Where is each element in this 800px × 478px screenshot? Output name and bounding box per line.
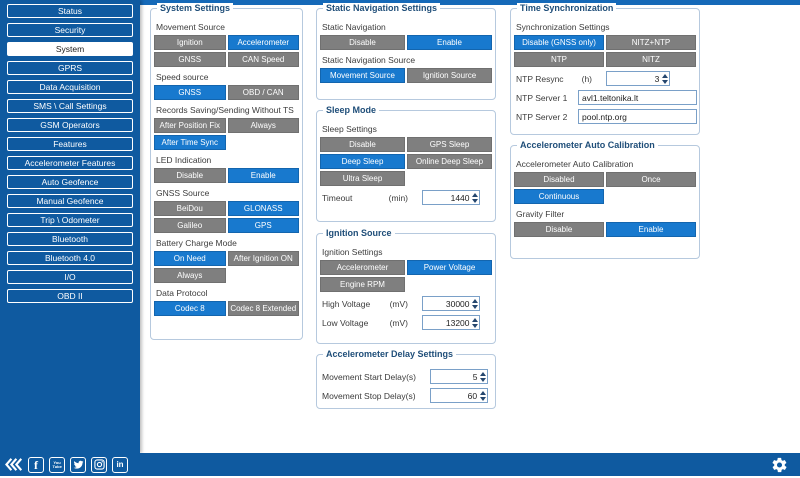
start-delay-unit-label: (s): [406, 371, 417, 382]
beidou-button[interactable]: BeiDou: [154, 201, 226, 216]
gravity-disable-button[interactable]: Disable: [514, 222, 604, 237]
ignition-source-panel: [316, 228, 496, 344]
sidebar-item-auto-geofence[interactable]: Auto Geofence: [7, 175, 133, 189]
panel-title: Static Navigation Settings: [323, 3, 440, 13]
sleep-mode-panel: [316, 105, 496, 222]
galileo-button[interactable]: Galileo: [154, 218, 226, 233]
disable-gnss-only-button[interactable]: Disable (GNSS only): [514, 35, 604, 50]
twitter-icon[interactable]: [70, 457, 86, 473]
accelerometer-auto-calibration-panel: [510, 140, 700, 259]
calibration-continuous-button[interactable]: Continuous: [514, 189, 604, 204]
led-indication-label: LED Indication: [156, 155, 212, 165]
synchronization-settings-label: Synchronization Settings: [516, 22, 610, 32]
ignition-button[interactable]: Ignition: [154, 35, 226, 50]
nitz-ntp-button[interactable]: NITZ+NTP: [606, 35, 696, 50]
sidebar-item-sms-call-settings[interactable]: SMS \ Call Settings: [7, 99, 133, 113]
web-back-icon[interactable]: [4, 457, 23, 473]
panel-title: Accelerometer Delay Settings: [323, 349, 456, 359]
high-voltage-label: High Voltage: [322, 298, 371, 309]
sidebar-item-system[interactable]: System: [7, 42, 133, 56]
battery-always-button[interactable]: Always: [154, 268, 226, 283]
spinner-arrows[interactable]: [480, 370, 487, 383]
can-speed-button[interactable]: CAN Speed: [228, 52, 300, 67]
spinner-arrows[interactable]: [472, 191, 479, 204]
linkedin-icon[interactable]: in: [112, 457, 128, 473]
sidebar-item-trip-odometer[interactable]: Trip \ Odometer: [7, 213, 133, 227]
gnss-button[interactable]: GNSS: [154, 52, 226, 67]
spinner-arrows[interactable]: [472, 297, 479, 310]
ignition-accelerometer-button[interactable]: Accelerometer: [320, 260, 405, 275]
sidebar-item-io[interactable]: I/O: [7, 270, 133, 284]
gravity-enable-button[interactable]: Enable: [606, 222, 696, 237]
records-saving-label: Records Saving/Sending Without TS: [156, 105, 294, 115]
codec8-button[interactable]: Codec 8: [154, 301, 226, 316]
timeout-unit-label: (min): [388, 192, 408, 203]
data-protocol-label: Data Protocol: [156, 288, 208, 298]
sidebar-item-accelerometer-features[interactable]: Accelerometer Features: [7, 156, 133, 170]
obd-can-button[interactable]: OBD / CAN: [228, 85, 300, 100]
static-navigation-label: Static Navigation: [322, 22, 386, 32]
movement-source-label: Movement Source: [156, 22, 225, 32]
ntp-resync-label: NTP Resync: [516, 73, 564, 84]
ultra-sleep-button[interactable]: Ultra Sleep: [320, 171, 405, 186]
low-voltage-input[interactable]: [423, 318, 472, 328]
on-need-button[interactable]: On Need: [154, 251, 226, 266]
nitz-button[interactable]: NITZ: [606, 52, 696, 67]
settings-gear-icon[interactable]: [771, 456, 788, 473]
sidebar-item-bluetooth-40[interactable]: Bluetooth 4.0: [7, 251, 133, 265]
accelerometer-delay-panel: [316, 349, 496, 409]
ignition-source-button[interactable]: Ignition Source: [407, 68, 492, 83]
calibration-once-button[interactable]: Once: [606, 172, 696, 187]
sidebar-item-features[interactable]: Features: [7, 137, 133, 151]
spinner-arrows[interactable]: [479, 389, 486, 402]
sidebar-item-obd-ii[interactable]: OBD II: [7, 289, 133, 303]
static-navigation-source-label: Static Navigation Source: [322, 55, 416, 65]
accelerometer-button[interactable]: Accelerometer: [228, 35, 300, 50]
led-disable-button[interactable]: Disable: [154, 168, 226, 183]
gps-button[interactable]: GPS: [228, 218, 300, 233]
movement-stop-delay-input[interactable]: [431, 391, 480, 401]
timeout-label: Timeout: [322, 192, 353, 203]
ntp-server1-input[interactable]: [578, 90, 697, 105]
ignition-settings-label: Ignition Settings: [322, 247, 383, 257]
sidebar-item-bluetooth[interactable]: Bluetooth: [7, 232, 133, 246]
gnss-source-label: GNSS Source: [156, 188, 210, 198]
movement-start-delay-label: Movement Start Delay: [322, 371, 407, 382]
power-voltage-button[interactable]: Power Voltage: [407, 260, 492, 275]
sidebar-item-security[interactable]: Security: [7, 23, 133, 37]
movement-source-button[interactable]: Movement Source: [320, 68, 405, 83]
movement-start-delay-input[interactable]: [431, 372, 480, 382]
ntp-resync-input[interactable]: [607, 74, 661, 84]
footer-bar: [0, 453, 800, 476]
high-voltage-unit-label: (mV): [389, 298, 408, 309]
sidebar-item-status[interactable]: Status: [7, 4, 133, 18]
after-ignition-on-button[interactable]: After Ignition ON: [228, 251, 300, 266]
system-settings-panel: [150, 3, 303, 340]
static-navigation-panel: [316, 3, 496, 100]
sleep-settings-label: Sleep Settings: [322, 124, 377, 134]
panel-title: System Settings: [157, 3, 233, 13]
battery-charge-mode-label: Battery Charge Mode: [156, 238, 237, 248]
panel-title: Time Synchronization: [517, 3, 616, 13]
static-nav-enable-button[interactable]: Enable: [407, 35, 492, 50]
deep-sleep-button[interactable]: Deep Sleep: [320, 154, 405, 169]
sidebar-item-data-acquisition[interactable]: Data Acquisition: [7, 80, 133, 94]
stop-delay-unit-label: (s): [405, 390, 416, 401]
engine-rpm-button[interactable]: Engine RPM: [320, 277, 405, 292]
speed-gnss-button[interactable]: GNSS: [154, 85, 226, 100]
speed-source-label: Speed source: [156, 72, 209, 82]
panel-title: Accelerometer Auto Calibration: [517, 140, 658, 150]
social-links: [4, 457, 128, 473]
always-button[interactable]: Always: [228, 118, 300, 133]
panel-title: Sleep Mode: [323, 105, 379, 115]
ntp-server2-label: NTP Server 2: [516, 111, 568, 122]
spinner-arrows[interactable]: [472, 316, 479, 329]
gps-sleep-button[interactable]: GPS Sleep: [407, 137, 492, 152]
time-synchronization-panel: [510, 3, 700, 135]
sleep-disable-button[interactable]: Disable: [320, 137, 405, 152]
timeout-input[interactable]: [423, 193, 472, 203]
top-accent-bar: [140, 0, 800, 5]
instagram-icon[interactable]: [91, 457, 107, 473]
calibration-disabled-button[interactable]: Disabled: [514, 172, 604, 187]
sidebar-item-gsm-operators[interactable]: GSM Operators: [7, 118, 133, 132]
facebook-icon[interactable]: f: [28, 457, 44, 473]
movement-stop-delay-label: Movement Stop Delay: [322, 390, 406, 401]
panel-title: Ignition Source: [323, 228, 395, 238]
spinner-arrows[interactable]: [661, 72, 669, 85]
low-voltage-unit-label: (mV): [389, 317, 408, 328]
static-nav-disable-button[interactable]: Disable: [320, 35, 405, 50]
youtube-icon[interactable]: You Tube: [49, 457, 65, 473]
auto-calibration-label: Accelerometer Auto Calibration: [516, 159, 634, 169]
sidebar-item-manual-geofence[interactable]: Manual Geofence: [7, 194, 133, 208]
codec8-extended-button[interactable]: Codec 8 Extended: [228, 301, 300, 316]
online-deep-sleep-button[interactable]: Online Deep Sleep: [407, 154, 492, 169]
sidebar: [0, 0, 140, 453]
high-voltage-input[interactable]: [423, 299, 472, 309]
gravity-filter-label: Gravity Filter: [516, 209, 565, 219]
ntp-resync-unit-label: (h): [581, 73, 592, 84]
ntp-server1-label: NTP Server 1: [516, 92, 568, 103]
glonass-button[interactable]: GLONASS: [228, 201, 300, 216]
ntp-server2-input[interactable]: [578, 109, 697, 124]
after-position-fix-button[interactable]: After Position Fix: [154, 118, 226, 133]
sidebar-item-gprs[interactable]: GPRS: [7, 61, 133, 75]
after-time-sync-button[interactable]: After Time Sync: [154, 135, 226, 150]
low-voltage-label: Low Voltage: [322, 317, 369, 328]
led-enable-button[interactable]: Enable: [228, 168, 300, 183]
ntp-button[interactable]: NTP: [514, 52, 604, 67]
